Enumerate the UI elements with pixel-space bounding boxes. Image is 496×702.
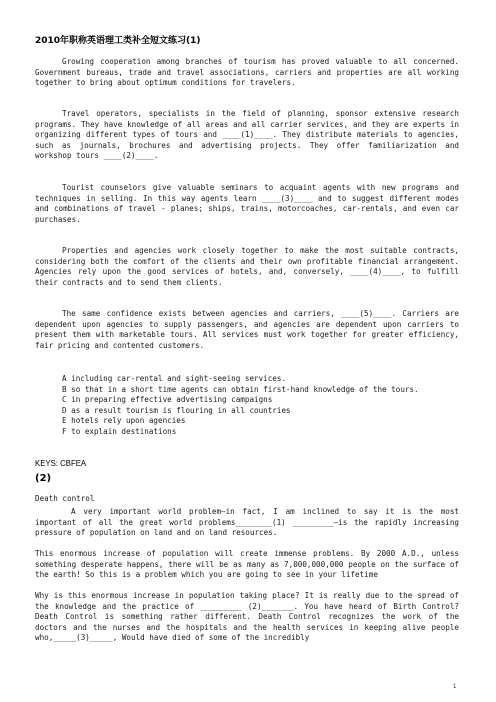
- paragraph-3: [35, 183, 459, 225]
- page-number: 1: [453, 684, 457, 690]
- paragraph-text: This enormous increase of population will create immense problems. By 2000 A.D., unless something desperate happens, there will be as many as 7,000,000,000 people on the surface of the earth! So this is a problem which you are going to see in your lifetime: [35, 549, 459, 580]
- option-e: E hotels rely upon agencies: [62, 416, 186, 426]
- paragraph-text: Tourist counselors give valuable seminars to acquaint agents with new programs and techniques in selling. In this way agents learn ____(3)____ and to suggest different modes and combinations of travel - planes; ships, trains, motorcoaches, car-rentals, and even car purchases.: [35, 183, 459, 224]
- paragraph-1: [35, 57, 459, 89]
- paragraph-text: Growing cooperation among branches of tourism has proved valuable to all concerned. Government bureaus, trade and travel associations, carriers and properties are all working together to bring about optimum conditions for travelers.: [35, 57, 459, 88]
- paragraph-4: [35, 246, 459, 288]
- option-f: F to explain destinations: [62, 426, 177, 436]
- paragraph-2: [35, 109, 459, 162]
- option-c: C in preparing effective advertising campaigns: [62, 395, 273, 405]
- section2-paragraph-1: [35, 507, 459, 539]
- section2-paragraph-3: [35, 591, 459, 644]
- paragraph-text: Why is this enormous increase in population taking place? It is really due to the spread of the knowledge and the practice of _________ (2)_______. You have heard of Birth Control? Death Control is something rather different. Death Control recognizes the work of the doctors and the nurses and the hospitals and the health services in keeping alive people who,_____(3)_____, Would have died of some of the incredibly: [35, 591, 459, 643]
- answer-options: [62, 374, 462, 438]
- answer-keys: KEYS: CBFEA: [35, 459, 87, 468]
- document-title: 2010年职称英语理工类补全短文练习(1): [35, 36, 201, 46]
- option-b: B so that in a short time agents can obtain first-hand knowledge of the tours.: [62, 384, 419, 394]
- paragraph-text: Travel operators, specialists in the field of planning, sponsor extensive research programs. They have knowledge of all areas and all carrier services, and they are experts in organizing different types of tours and ____(1)____. They distribute materials to agencies, such as journals, brochures and advertising projects. They offer familiarization and workshop tours ____(2)____.: [35, 109, 459, 161]
- paragraph-text: The same confidence exists between agencies and carriers, ____(5)____. Carriers are dependent upon agencies to supply passengers, and agencies are dependent upon carriers to present them with marketable tours. All services must work together for greater efficiency, fair pricing and contented customers.: [35, 309, 459, 350]
- option-d: D as a result tourism is flouring in all countries: [62, 405, 291, 415]
- paragraph-text: A very important world problem—in fact, I am inclined to say it is the most important of all the great world problems________(1) _________—is the rapidly increasing pressure of population on land and on land resources.: [35, 507, 459, 538]
- section-heading: (2): [35, 473, 52, 484]
- section-title: Death control: [35, 494, 95, 503]
- paragraph-text: Properties and agencies work closely together to make the most suitable contracts, considering both the comfort of the clients and their own profitable financial arrangement. Agencies rely upon the good services of hotels, and, conversely, ____(4)____, to fulfill their contracts and to send them clients.: [35, 246, 459, 287]
- paragraph-5: [35, 309, 459, 351]
- section2-paragraph-2: [35, 549, 459, 581]
- option-a: A including car-rental and sight-seeing services.: [62, 374, 287, 383]
